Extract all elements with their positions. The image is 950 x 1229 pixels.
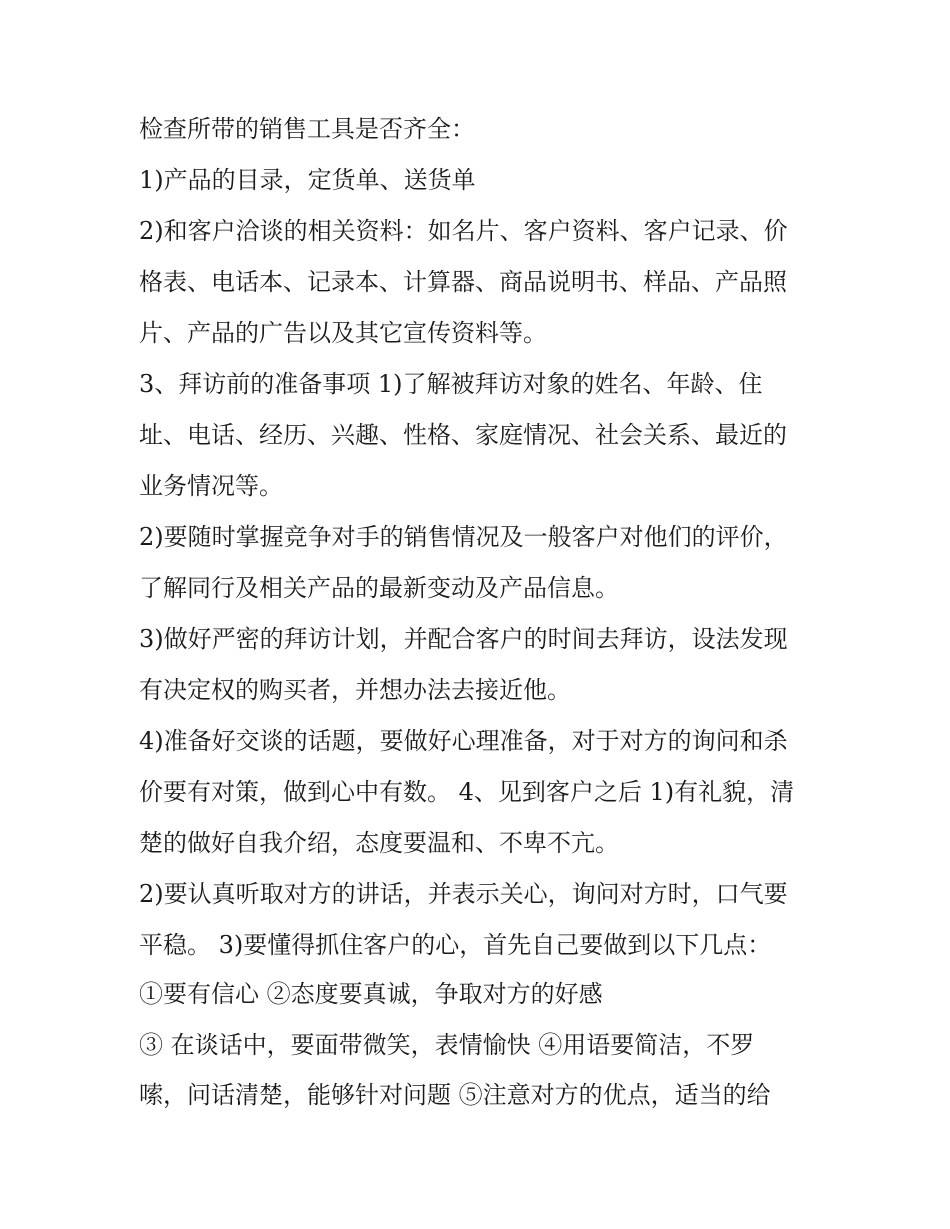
paragraph-line: 2)和客户洽谈的相关资料：如名片、客户资料、客户记录、价 [139, 217, 788, 245]
paragraph-line: 了解同行及相关产品的最新变动及产品信息。 [139, 574, 619, 602]
paragraph-line: 2)要认真听取对方的讲话，并表示关心，询问对方时，口气要 [139, 880, 788, 908]
paragraph-line: 4)准备好交谈的话题，要做好心理准备，对于对方的询问和杀 [139, 727, 788, 755]
paragraph-line: 楚的做好自我介绍，态度要温和、不卑不亢。 [139, 829, 619, 857]
paragraph-line: 3)做好严密的拜访计划，并配合客户的时间去拜访，设法发现 [139, 625, 788, 653]
paragraph-line: 址、电话、经历、兴趣、性格、家庭情况、社会关系、最近的 [139, 421, 787, 449]
paragraph-line: 3、拜访前的准备事项 1)了解被拜访对象的姓名、年龄、住 [139, 370, 763, 398]
paragraph-line: ①要有信心 ②态度要真诚，争取对方的好感 [139, 980, 603, 1008]
paragraph-line: 2)要随时掌握竞争对手的销售情况及一般客户对他们的评价， [139, 523, 788, 551]
paragraph-line: 检查所带的销售工具是否齐全： [139, 115, 475, 143]
paragraph-line: ③ 在谈话中，要面带微笑，表情愉快 ④用语要简洁，不罗 [139, 1031, 755, 1059]
paragraph-line: 1)产品的目录，定货单、送货单 [139, 166, 476, 194]
paragraph-line: 平稳。 3)要懂得抓住客户的心，首先自己要做到以下几点： [139, 931, 772, 959]
paragraph-line: 有决定权的购买者，并想办法去接近他。 [139, 676, 571, 704]
paragraph-line: 嗦，问话清楚，能够针对问题 ⑤注意对方的优点，适当的给 [139, 1081, 771, 1109]
paragraph-line: 价要有对策，做到心中有数。 4、见到客户之后 1)有礼貌，清 [139, 778, 795, 806]
paragraph-line: 片、产品的广告以及其它宣传资料等。 [139, 319, 547, 347]
paragraph-line: 业务情况等。 [139, 472, 283, 500]
paragraph-line: 格表、电话本、记录本、计算器、商品说明书、样品、产品照 [139, 268, 787, 296]
